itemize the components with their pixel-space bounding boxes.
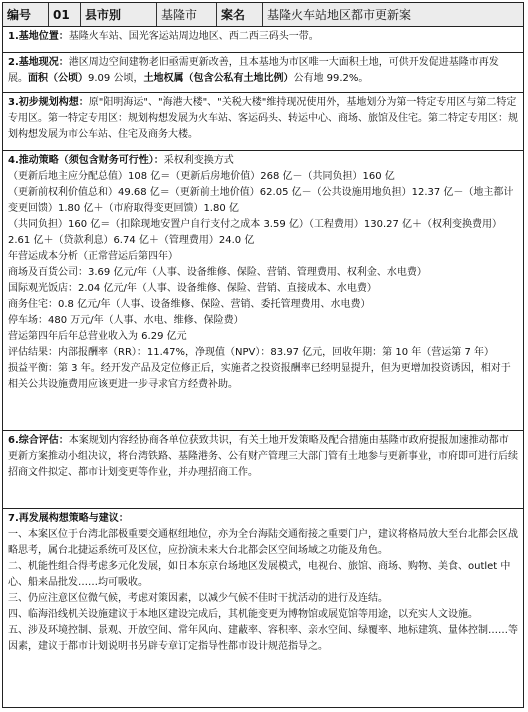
section-title: 7.再发展构想策略与建议： <box>8 513 129 524</box>
section-title: 3.初步规划构想： <box>8 97 89 108</box>
section-evaluation <box>3 431 523 509</box>
strategy-line: 损益平衡：第 3 年。经开发产品及定位修正后，实施者之投资报酬率已经明显提升，但为更增加投资诱因，相对于相关公共设施费用应该更进一步寻求官方经费补助。 <box>8 363 511 390</box>
section-site-location <box>3 27 523 53</box>
section-text: 基隆火车站、国光客运站周边地区、西二西三码头一带。 <box>68 31 319 42</box>
section-planning-concept <box>3 93 523 151</box>
strategy-line: （共同负担）160 亿＝（扣除现地安置户自行支付之成本 3.59 亿）（工程费用）130.27 亿＋（权利变换费用）2.61 亿＋（贷款利息）6.74 亿＋（管理费用）24.0 亿 <box>8 219 503 246</box>
section-text: 港区周边空间建物老旧亟需更新改善，且本基地为市区唯一大面积土地，可供开发促进基隆市再发展。 <box>8 57 499 84</box>
strategy-line: 商务住宅：0.8 亿元/年（人事、设备维修、保险、营销、委托管理费用、水电费） <box>8 299 371 310</box>
county-label: 县市别 <box>81 3 157 26</box>
strategy-line: 国际观光饭店：2.04 亿元/年（人事、设备维修、保险、营销、直接成本、水电费） <box>8 283 377 294</box>
section-title: 4.推动策略（须包含财务可行性）： <box>8 155 164 166</box>
section-title: 2.基地现况： <box>8 57 69 68</box>
document-sheet <box>2 2 524 708</box>
strategy-item: 一、本案区位于台湾北部极重要交通枢纽地位，亦为全台海陆交通衔接之重要门户，建议将格局放大至台北都会区战略思考，属台北捷运系统可及区位，应扮演未来大台北都会区空间场域之功能及角色。 <box>8 529 518 556</box>
strategy-line: 年营运成本分析（正常营运后第四年） <box>8 251 178 262</box>
strategy-item: 四、临海沿线机关设施建议于本地区建设完成后，其机能变更为博物馆或展览馆等用途，以充实人文设施。 <box>8 609 478 620</box>
strategy-item: 二、机能性组合得考虑多元化发展，如日本东京台场地区发展模式，电视台、旅馆、商场、购物、美食、outlet 中心、船来品批发……均可吸收。 <box>8 561 511 588</box>
section-title-rest: 采权利变换方式 <box>163 155 234 166</box>
strategy-line: （更新前权利价值总和）49.68 亿＝（更新前土地价值）62.05 亿－（公共设施用地负担）12.37 亿－（地主都计变更回馈）1.80 亿＋（市府取得变更回馈）1.80 亿 <box>8 187 514 214</box>
case-value: 基隆火车站地区都市更新案 <box>267 8 412 22</box>
section-text: 本案规划内容经协商各单位获致共识，有关土地开发策略及配合措施由基隆市政府提报加速推动都市更新方案推动小组决议，将台湾铁路、基隆港务、公有财产管理三大部门管有土地参与更新事业，市府即可进行后续招商文件拟定、都市计划变更等作业，并办理招商工作。 <box>8 435 518 478</box>
ownership-value: 公有地 99.2%。 <box>293 73 369 84</box>
section-title: 1.基地位置： <box>8 31 69 42</box>
case-label: 案名 <box>217 3 263 26</box>
strategy-line: 停车场：480 万元/年（人事、水电、维修、保险费） <box>8 315 244 326</box>
num-value: 01 <box>49 3 81 26</box>
area-label: 面积（公顷） <box>28 73 88 84</box>
county-value: 基隆市 <box>157 3 217 26</box>
section-site-status <box>3 53 523 93</box>
section-promotion-strategy <box>3 151 523 431</box>
header-row <box>3 3 523 27</box>
area-value: 9.09 公顷， <box>88 73 144 84</box>
strategy-line: （更新后地主应分配总值）108 亿＝（更新后房地价值）268 亿－（共同负担）160 亿 <box>8 171 395 182</box>
strategy-line: 评估结果：内部报酬率（RR）：11.47%，净现值（NPV）：83.97 亿元，回收年期：第 10 年（营运第 7 年） <box>8 347 494 358</box>
strategy-item: 三、仍应注意区位微气候，考虑对策因素，以减少气候不佳时干扰活动的进行及连结。 <box>8 593 388 604</box>
section-text: 原"阳明海运"、"海港大楼"、"关税大楼"维持现况使用外，基地划分为第一特定专用区与第二特定专用区。第一特定专用区：规划构想发展为火车站、客运码头、转运中心、商场、旅馆及住宅。第二特定专用区：规划构想发展为市公车站、住宅及商务大楼。 <box>8 97 518 140</box>
strategy-line: 商场及百货公司：3.69 亿元/年（人事、设备维修、保险、营销、管理费用、权利金、水电费） <box>8 267 427 278</box>
section-redevelopment-strategy <box>3 509 523 705</box>
section-title: 6.综合评估： <box>8 435 69 446</box>
num-label: 编号 <box>3 3 49 26</box>
strategy-item: 五、涉及环境控制、景观、开放空间、常年风向、建蔽率、容积率、亲水空间、绿覆率、地标建筑、量体控制……等因素，建议于都市计划说明书另辟专章订定指导性都市设计规范指导之。 <box>8 625 518 652</box>
ownership-label: 土地权属（包含公私有土地比例） <box>143 73 294 84</box>
strategy-line: 营运第四年后年总营业收入为 6.29 亿元 <box>8 331 187 342</box>
